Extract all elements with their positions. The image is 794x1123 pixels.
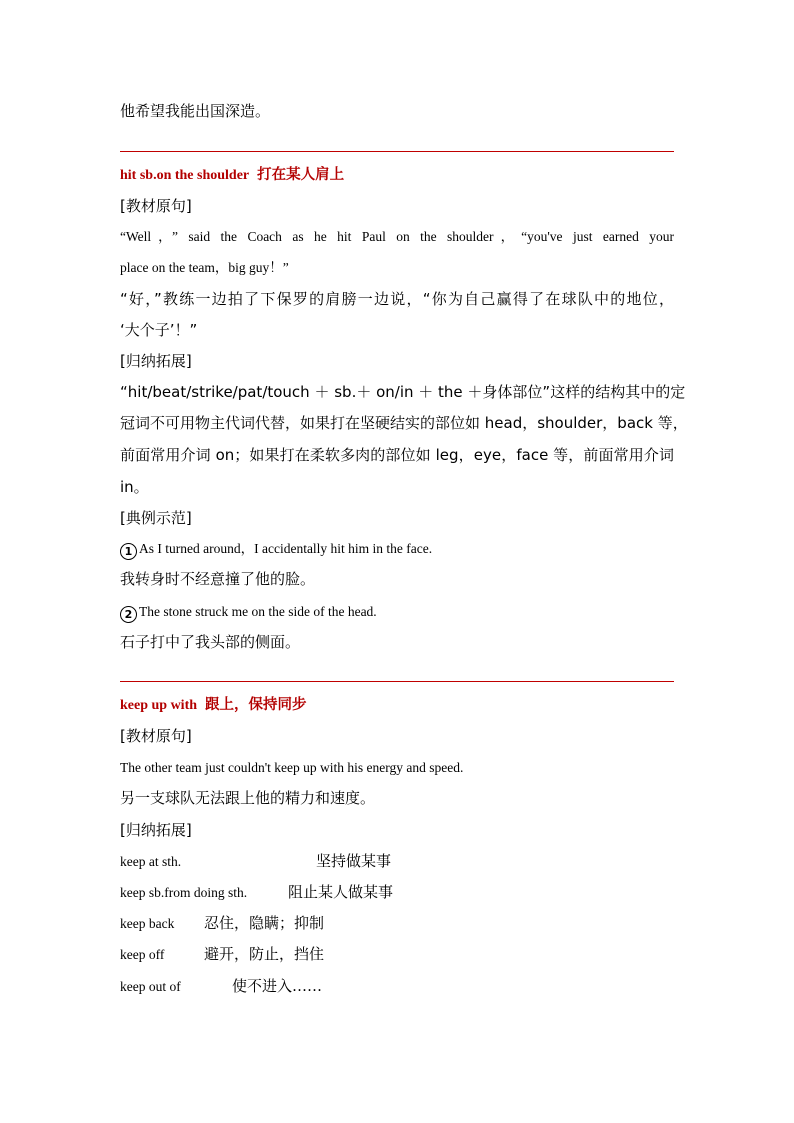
phrase-cn: 阻止某人做某事: [288, 883, 394, 901]
phrase-row: [120, 913, 674, 935]
section-divider: [120, 151, 674, 152]
summary-line: 冠词不可用物主代词代替，如果打在坚硬结实的部位如 head，shoulder，back 等，: [120, 414, 688, 432]
section-divider: [120, 681, 674, 682]
original-cn-line: ‘大个子’！”: [120, 321, 198, 339]
example-cn: 石子打中了我头部的侧面。: [120, 633, 301, 651]
section-heading: [120, 165, 674, 186]
phrase-en: keep off: [120, 947, 165, 962]
label-original: [教材原句]: [120, 727, 192, 745]
label-summary: [归纳拓展]: [120, 821, 192, 839]
phrase-row: [120, 851, 674, 873]
original-en-line: place on the team，big guy！”: [120, 260, 289, 275]
phrase-cn: 忍住，隐瞒；抑制: [204, 914, 325, 932]
heading-cn: 跟上，保持同步: [205, 697, 307, 713]
heading-en: hit sb.on the shoulder: [120, 168, 250, 183]
summary-line: 前面常用介词 on；如果打在柔软多肉的部位如 leg，eye，face 等，前面常用介词: [120, 446, 674, 464]
section-heading: [120, 695, 674, 716]
example-en: 1 As I turned around，I accidentally hit him in the face.: [120, 539, 674, 560]
phrase-cn: 避开，防止，挡住: [204, 945, 325, 963]
intro-line: 他希望我能出国深造。: [120, 102, 271, 120]
example-cn: 我转身时不经意撞了他的脸。: [120, 570, 316, 588]
phrase-cn: 使不进入……: [232, 977, 323, 995]
summary-line: in。: [120, 478, 149, 496]
phrase-row: [120, 976, 674, 998]
phrase-row: [120, 882, 674, 904]
circled-number: 2: [120, 606, 137, 623]
phrase-en: keep at sth.: [120, 854, 182, 869]
phrase-row: [120, 944, 674, 966]
label-original: [教材原句]: [120, 197, 192, 215]
example-en: 2 The stone struck me on the side of the head.: [120, 602, 674, 623]
summary-line: “hit/beat/strike/pat/touch ＋ sb.＋ on/in ＋ the ＋身体部位”这样的结构其中的定: [120, 383, 686, 401]
original-en-line: The other team just couldn't keep up with his energy and speed.: [120, 760, 464, 775]
phrase-cn: 坚持做某事: [316, 852, 392, 870]
label-summary: [归纳拓展]: [120, 352, 192, 370]
original-cn-line: “好，”教练一边拍了下保罗的肩膀一边说，“你为自己赢得了在球队中的地位，: [120, 290, 674, 308]
heading-cn: 打在某人肩上: [257, 167, 345, 183]
phrase-en: keep out of: [120, 979, 181, 994]
phrase-en: keep sb.from doing sth.: [120, 885, 248, 900]
original-cn-line: 另一支球队无法跟上他的精力和速度。: [120, 789, 376, 807]
heading-en: keep up with: [120, 698, 198, 713]
circled-number: 1: [120, 543, 137, 560]
label-examples: [典例示范]: [120, 509, 192, 527]
original-en-line: “Well，” said the Coach as he hit Paul on the shoulder，“you've just earned your: [120, 229, 674, 244]
phrase-en: keep back: [120, 916, 175, 931]
